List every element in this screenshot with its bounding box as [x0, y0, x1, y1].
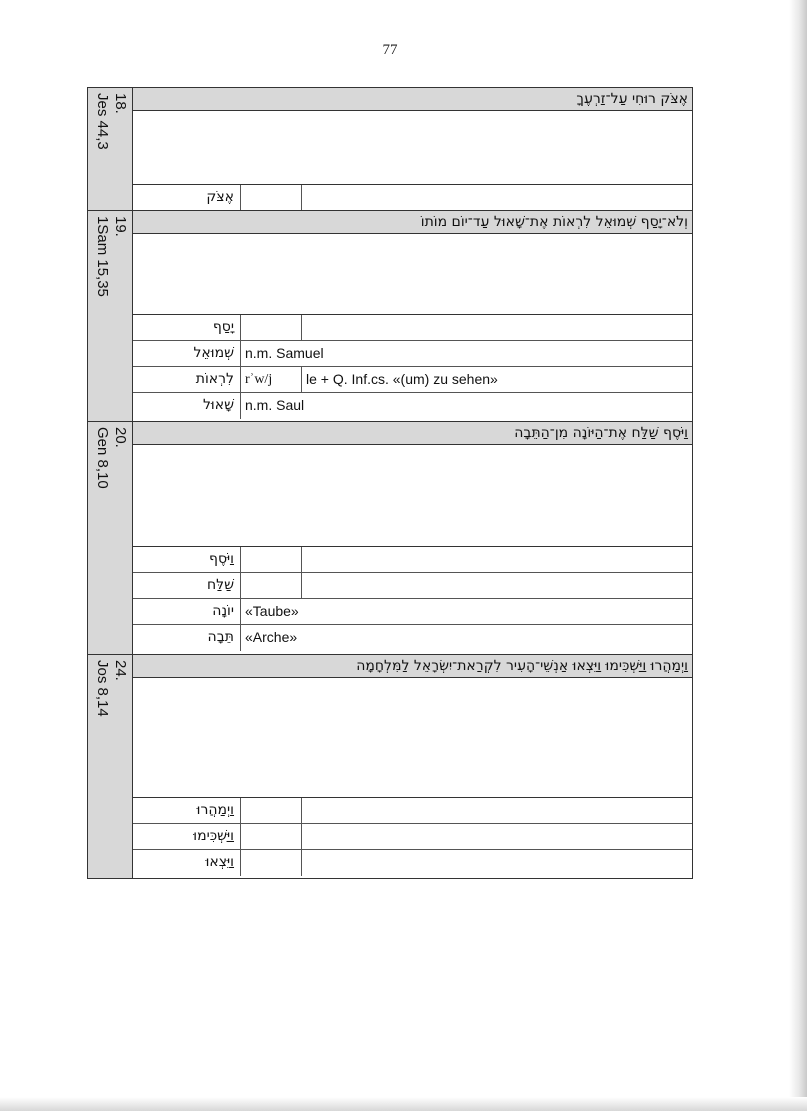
- vocab-word: וַיֹּסֶף: [133, 547, 241, 572]
- vocab-row: [133, 798, 692, 824]
- exercise-18: [87, 87, 693, 211]
- exercise-number: 19.: [112, 216, 129, 237]
- vocab-word: שַׁלַּח: [133, 573, 241, 598]
- exercise-reference: Jes 44,3: [94, 93, 111, 150]
- vocab-word: וַיַּשְׁכִּימוּ: [133, 824, 241, 849]
- vocab-word: תֵּבָה: [133, 625, 241, 651]
- vocab-analysis[interactable]: [302, 573, 692, 598]
- exercise-reference: 1Sam 15,35: [94, 216, 111, 297]
- vocab-analysis: le + Q. Inf.cs. «(um) zu sehen»: [306, 371, 498, 387]
- exercise-24: [87, 654, 693, 879]
- vocab-root[interactable]: [241, 850, 302, 876]
- vocab-analysis[interactable]: [302, 824, 692, 849]
- vocab-gloss: «Arche»: [245, 629, 298, 645]
- vocab-row: [133, 185, 692, 210]
- vocab-row: [133, 393, 692, 419]
- vocab-row: [133, 547, 692, 573]
- vocab-row: [133, 341, 692, 367]
- scan-edge-shadow: [789, 0, 807, 1111]
- vocab-analysis[interactable]: [302, 185, 692, 210]
- verse-text: וַיֹּסֶף שַׁלַּח אֶת־הַיּוֹנָה מִן־הַתֵּבָה: [133, 422, 692, 445]
- vocab-gloss: n.m. Samuel: [245, 345, 324, 361]
- vocab-root[interactable]: [241, 573, 302, 598]
- vocab-word: וַיְמַהֲרוּ: [133, 798, 241, 823]
- exercise-number: 18.: [112, 93, 129, 114]
- vocab-word: שָׁאוּל: [133, 393, 241, 419]
- translation-space[interactable]: [133, 445, 692, 547]
- vocab-row: [133, 599, 692, 625]
- verse-text: וַיְמַהֲרוּ וַיַּשְׁכִּימוּ וַיֵּצְאוּ אַנְשֵׁי־הָעִיר לִקְרַאת־יִשְׂרָאֵל לַמִּלְחָמָה: [133, 655, 692, 678]
- translation-space[interactable]: [133, 678, 692, 798]
- vocab-analysis[interactable]: [302, 798, 692, 823]
- exercise-label: [87, 87, 133, 211]
- vocab-analysis[interactable]: [302, 547, 692, 572]
- scan-bottom-shadow: [0, 1097, 807, 1111]
- vocab-root[interactable]: [241, 185, 302, 210]
- vocab-row: [133, 573, 692, 599]
- vocab-root[interactable]: [241, 315, 302, 340]
- vocab-root[interactable]: [241, 798, 302, 823]
- exercise-label: [87, 654, 133, 879]
- vocab-word: שְׁמוּאֵל: [133, 341, 241, 366]
- vocab-row: [133, 367, 692, 393]
- vocab-analysis[interactable]: [302, 315, 692, 340]
- vocab-gloss: «Taube»: [245, 603, 299, 619]
- exercise-reference: Gen 8,10: [94, 427, 111, 489]
- vocab-row: [133, 850, 692, 876]
- exercise-reference: Jos 8,14: [94, 660, 111, 717]
- vocab-row: [133, 315, 692, 341]
- vocab-word: אֶצֹּק: [133, 185, 241, 210]
- vocab-root[interactable]: [241, 824, 302, 849]
- page-number: 77: [382, 42, 398, 58]
- verse-text: אֶצֹּק רוּחִי עַל־זַרְעֶךָ: [133, 88, 692, 111]
- exercise-number: 20.: [112, 427, 129, 448]
- vocab-row: [133, 625, 692, 651]
- exercise-label: [87, 210, 133, 422]
- vocab-analysis[interactable]: [302, 850, 692, 876]
- exercise-label: [87, 421, 133, 655]
- vocab-root: rʾw/j: [241, 367, 302, 392]
- vocab-word: לִרְאוֹת: [133, 367, 241, 392]
- vocab-word: יוֹנָה: [133, 599, 241, 624]
- vocab-row: [133, 824, 692, 850]
- vocab-word: יָסַף: [133, 315, 241, 340]
- translation-space[interactable]: [133, 234, 692, 315]
- exercise-number: 24.: [112, 660, 129, 681]
- translation-space[interactable]: [133, 111, 692, 185]
- exercise-19: [87, 210, 693, 422]
- vocab-root[interactable]: [241, 547, 302, 572]
- vocab-word: וַיֵּצְאוּ: [133, 850, 241, 876]
- exercise-20: [87, 421, 693, 655]
- verse-text: וְלֹא־יָסַף שְׁמוּאֵל לִרְאוֹת אֶת־שָׁאוּל עַד־יוֹם מוֹתוֹ: [133, 211, 692, 234]
- vocab-gloss: n.m. Saul: [245, 397, 305, 413]
